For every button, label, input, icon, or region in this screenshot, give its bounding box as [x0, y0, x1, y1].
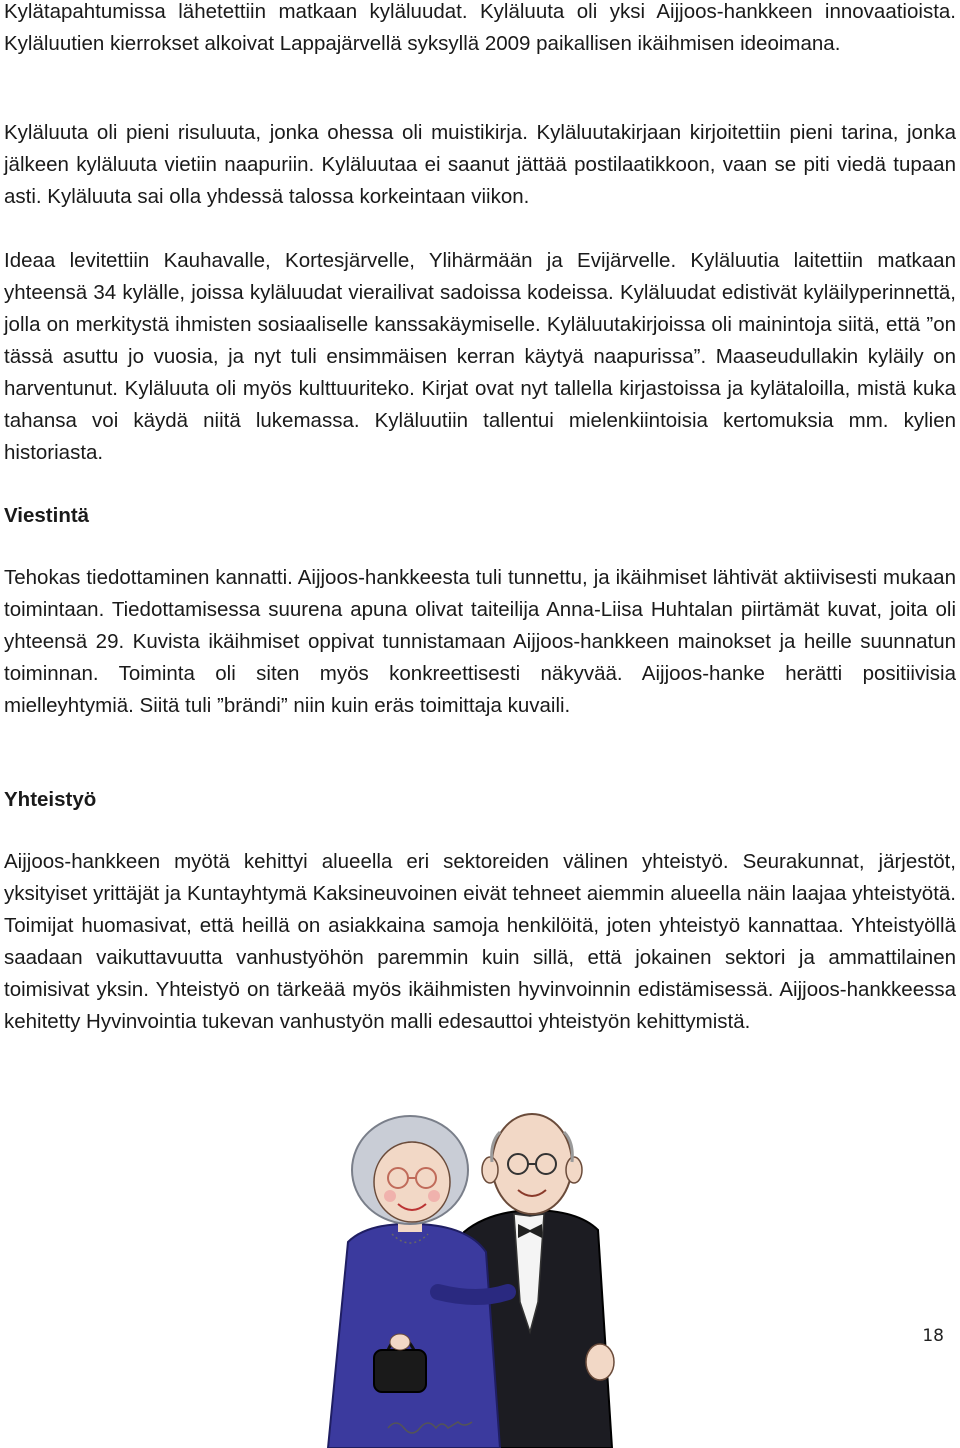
- paragraph-kylatapahtumat: Kylätapahtumissa lähetettiin matkaan kyläluudat. Kyläluuta oli yksi Aijjoos-hankkeen innovaatioista. Kyläluutien kierrokset alkoivat Lappajärvellä syksyllä 2009 paikallisen ikäihmisen ideoimana.: [4, 0, 956, 55]
- paragraph-kylaluuta: Kyläluuta oli pieni risuluuta, jonka ohessa oli muistikirja. Kyläluutakirjaan kirjoitettiin pieni tarina, jonka jälkeen kyläluuta vietiin naapuriin. Kyläluutaa ei saanut jättää postilaatikkoon, vaan se piti viedä tupaan asti. Kyläluuta sai olla yhdessä talossa korkeintaan viikon.: [4, 121, 956, 208]
- elderly-couple-illustration: [268, 1092, 692, 1448]
- heading-viestinta: Viestintä: [4, 504, 90, 527]
- paragraph-yhteistyo: Aijjoos-hankkeen myötä kehittyi alueella eri sektoreiden välinen yhteistyö. Seurakunnat, järjestöt, yksityiset yrittäjät ja Kuntayhtymä Kaksineuvoinen eivät tehneet aiemmin alueella näin laajaa yhteistyötä. Toimijat huomasivat, että heillä on asiakkaina samoja henkilöitä, joten yhteistyö kannattaa. Yhteistyöllä saadaan vaikuttavuutta vanhustyöhön paremmin kuin sillä, että jokainen sektori ja ammattilainen toimisivat yksin. Yhteistyö on tärkeää myös ikäihmisten hyvinvoinnin edistämisessä. Aijjoos-hankkeessa kehitetty Hyvinvointia tukevan vanhustyön malli edesauttoi yhteistyön kehittymistä.: [4, 850, 956, 1033]
- heading-yhteistyo: Yhteistyö: [4, 788, 97, 811]
- woman-figure: [328, 1116, 508, 1448]
- paragraph-ideaa-levitettiin: Ideaa levitettiin Kauhavalle, Kortesjärvelle, Ylihärmään ja Evijärvelle. Kyläluutia laitettiin matkaan yhteensä 34 kylälle, joissa kyläluudat vierailivat sadoissa kodeissa. Kyläluudat edistivät kyläilyperinnettä, jolla on merkitystä ihmisten sosiaaliselle kanssakäymiselle. Kyläluutakirjoissa oli mainintoja siitä, että ”on tässä asuttu jo vuosia, ja nyt tuli ensimmäisen kerran käytyä naapurissa”. Maaseudullakin kyläily on harventunut. Kyläluuta oli myös kulttuuriteko. Kirjat ovat nyt tallella kirjastoissa ja kylätaloilla, mistä kuka tahansa voi käydä niitä lukemassa. Kyläluutiin tallentui mielenkiintoisia kertomuksia mm. kylien historiasta.: [4, 249, 956, 464]
- page-number: 18: [922, 1326, 944, 1346]
- paragraph-viestinta: Tehokas tiedottaminen kannatti. Aijjoos-hankkeesta tuli tunnettu, ja ikäihmiset lähtivät aktiivisesti mukaan toimintaan. Tiedottamisessa suurena apuna olivat taiteilija Anna-Liisa Huhtalan piirtämät kuvat, joita oli yhteensä 29. Kuvista ikäihmiset oppivat tunnistamaan Aijjoos-hankkeen mainokset ja heille suunnatun toiminnan. Toiminta oli siten myös konkreettisesti näkyvää. Aijjoos-hanke herätti positiivisia mielleyhtymiä. Siitä tuli ”brändi” niin kuin eräs toimittaja kuvaili.: [4, 566, 956, 717]
